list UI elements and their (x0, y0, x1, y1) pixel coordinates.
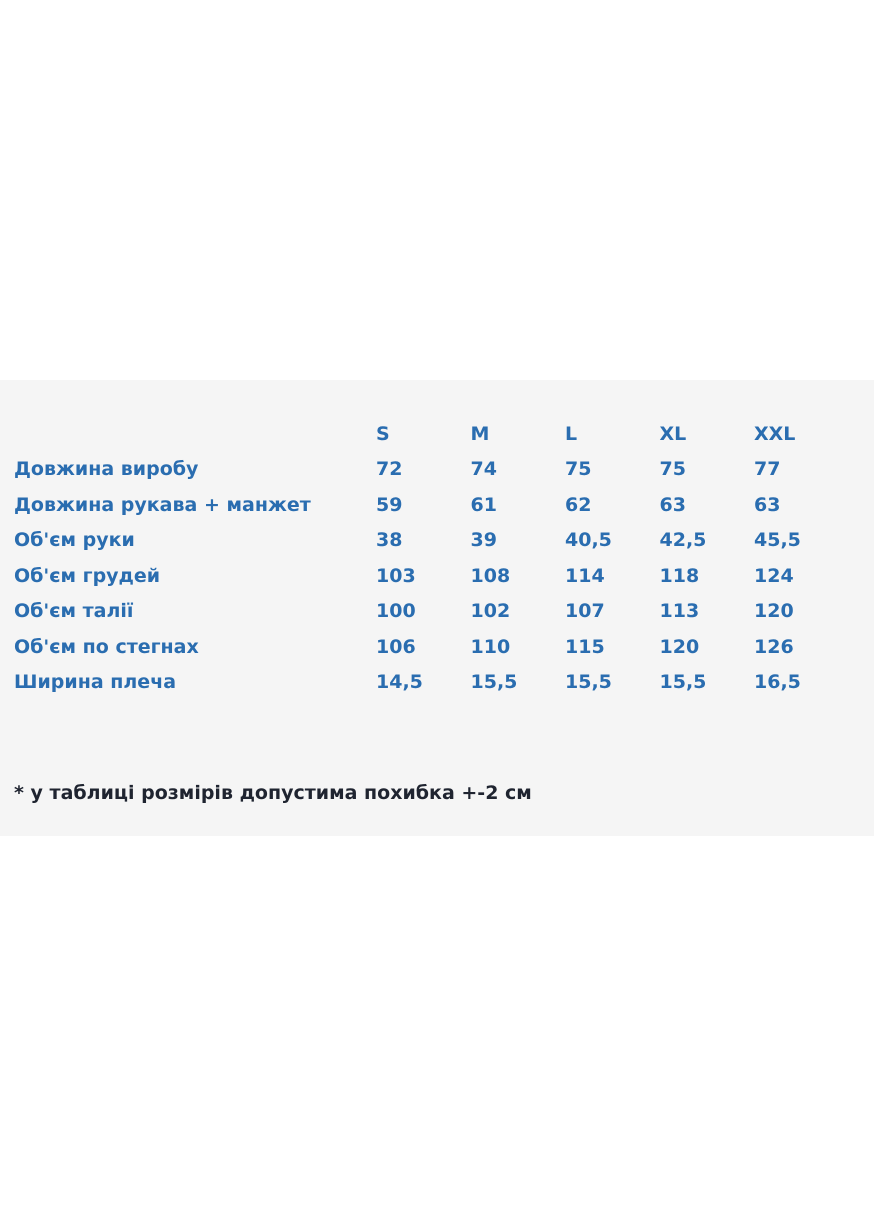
cell-value: 59 (376, 493, 403, 516)
cell-value: 106 (376, 635, 416, 658)
cell-value: 61 (470, 493, 497, 516)
cell-value: 115 (565, 635, 605, 658)
cell-value: 75 (565, 458, 592, 481)
cell-value: 62 (565, 493, 592, 516)
cell-value: 63 (659, 493, 686, 516)
table-row (14, 487, 849, 523)
cell-value: 113 (659, 600, 700, 623)
cell-value: 120 (659, 635, 700, 658)
cell-value: 108 (470, 564, 511, 587)
size-table (14, 416, 849, 700)
row-label: Об'єм руки (14, 529, 135, 552)
table-row (14, 523, 849, 559)
header-empty-cell (14, 416, 376, 452)
row-label: Довжина рукава + манжет (14, 493, 311, 516)
table-row (14, 629, 849, 665)
cell-value: 14,5 (376, 671, 423, 694)
cell-value: 77 (754, 458, 781, 481)
cell-value: 15,5 (470, 671, 518, 694)
cell-value: 63 (754, 493, 781, 516)
cell-value: 45,5 (754, 529, 801, 552)
cell-value: 126 (754, 635, 794, 658)
row-label: Об'єм по стегнах (14, 635, 199, 658)
cell-value: 118 (659, 564, 700, 587)
table-row (14, 594, 849, 630)
cell-value: 39 (470, 529, 497, 552)
cell-value: 103 (376, 564, 416, 587)
row-label: Об'єм грудей (14, 564, 161, 587)
size-chart-panel (0, 380, 874, 836)
row-label: Довжина виробу (14, 458, 199, 481)
table-row (14, 558, 849, 594)
cell-value: 102 (470, 600, 511, 623)
size-header-s: S (376, 422, 390, 445)
cell-value: 38 (376, 529, 403, 552)
table-row (14, 665, 849, 701)
cell-value: 40,5 (565, 529, 612, 552)
cell-value: 114 (565, 564, 605, 587)
cell-value: 120 (754, 600, 794, 623)
size-header-l: L (565, 422, 578, 445)
cell-value: 107 (565, 600, 605, 623)
row-label: Ширина плеча (14, 671, 177, 694)
cell-value: 100 (376, 600, 416, 623)
size-header-xl: XL (659, 422, 687, 445)
row-label: Об'єм талії (14, 600, 134, 623)
cell-value: 110 (470, 635, 511, 658)
cell-value: 42,5 (659, 529, 707, 552)
size-header-row (14, 416, 849, 452)
size-header-xxl: XXL (754, 422, 796, 445)
size-header-m: M (470, 422, 490, 445)
cell-value: 74 (470, 458, 497, 481)
cell-value: 15,5 (565, 671, 612, 694)
cell-value: 16,5 (754, 671, 801, 694)
tolerance-note: * у таблиці розмірів допустима похибка +-2 см (14, 782, 532, 804)
cell-value: 75 (659, 458, 686, 481)
cell-value: 15,5 (659, 671, 707, 694)
cell-value: 72 (376, 458, 403, 481)
table-row (14, 452, 849, 488)
cell-value: 124 (754, 564, 794, 587)
